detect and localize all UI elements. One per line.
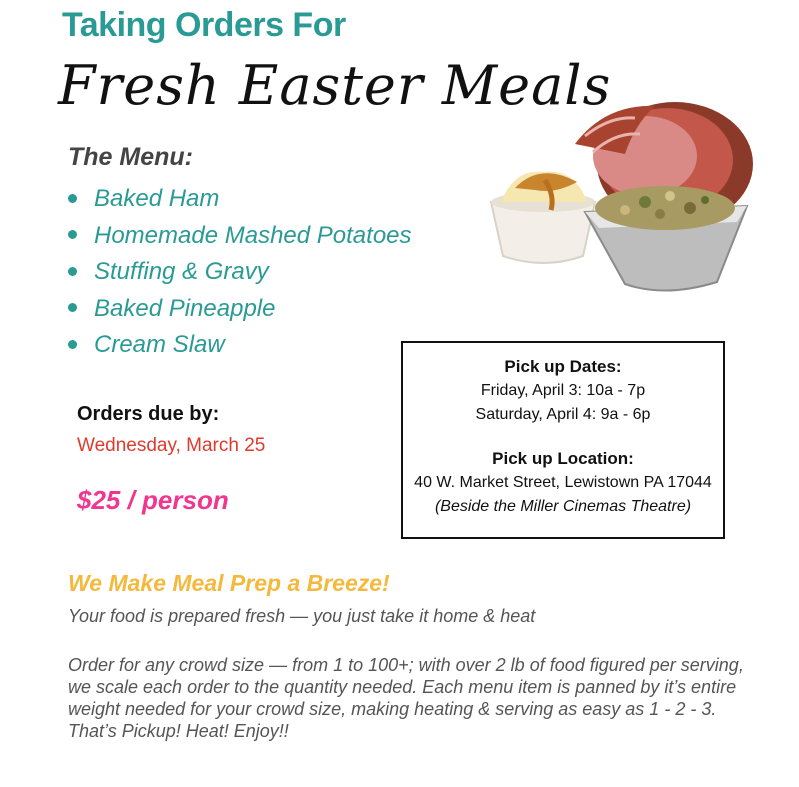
page-title: Fresh Easter Meals	[58, 54, 612, 117]
pickup-dates-heading: Pick up Dates:	[504, 357, 622, 376]
pickup-info-box	[401, 341, 725, 539]
bullet-icon	[68, 267, 77, 276]
menu-item: Stuffing & Gravy	[64, 254, 412, 291]
bullet-icon	[68, 303, 77, 312]
mashed-potatoes-illustration	[491, 172, 595, 263]
tagline: We Make Meal Prep a Breeze!	[68, 570, 390, 596]
intro-text: Your food is prepared fresh — you just take it home & heat	[68, 606, 536, 626]
price: $25 / person	[77, 485, 229, 515]
menu-list	[64, 181, 412, 364]
pickup-date: Friday, April 3: 10a - 7p	[480, 382, 646, 399]
pickup-location-heading: Pick up Location:	[492, 449, 634, 468]
menu-item: Homemade Mashed Potatoes	[64, 218, 412, 255]
menu-item: Baked Pineapple	[64, 291, 412, 328]
pickup-address: 40 W. Market Street, Lewistown PA 17044	[414, 474, 712, 491]
stuffing-illustration	[585, 186, 747, 291]
menu-item: Cream Slaw	[64, 327, 412, 364]
menu-heading: The Menu:	[68, 143, 193, 171]
body-text: Order for any crowd size — from 1 to 100+; with over 2 lb of food figured per serving, we scale each order to the quantity needed. Each menu item is panned by it’s entire weight needed for your crowd size, making heating & serving as easy as 1 - 2 - 3. That’s Pickup! Heat! Enjoy!!	[68, 655, 744, 741]
food-photo	[485, 84, 755, 304]
orders-due-label: Orders due by:	[77, 403, 220, 425]
headline: Taking Orders For	[62, 6, 346, 44]
menu-item: Baked Ham	[64, 181, 412, 218]
pickup-date: Saturday, April 4: 9a - 6p	[475, 406, 651, 423]
bullet-icon	[68, 340, 77, 349]
orders-due-date: Wednesday, March 25	[77, 435, 266, 456]
bullet-icon	[68, 194, 77, 203]
bullet-icon	[68, 230, 77, 239]
pickup-note: (Beside the Miller Cinemas Theatre)	[434, 498, 692, 515]
